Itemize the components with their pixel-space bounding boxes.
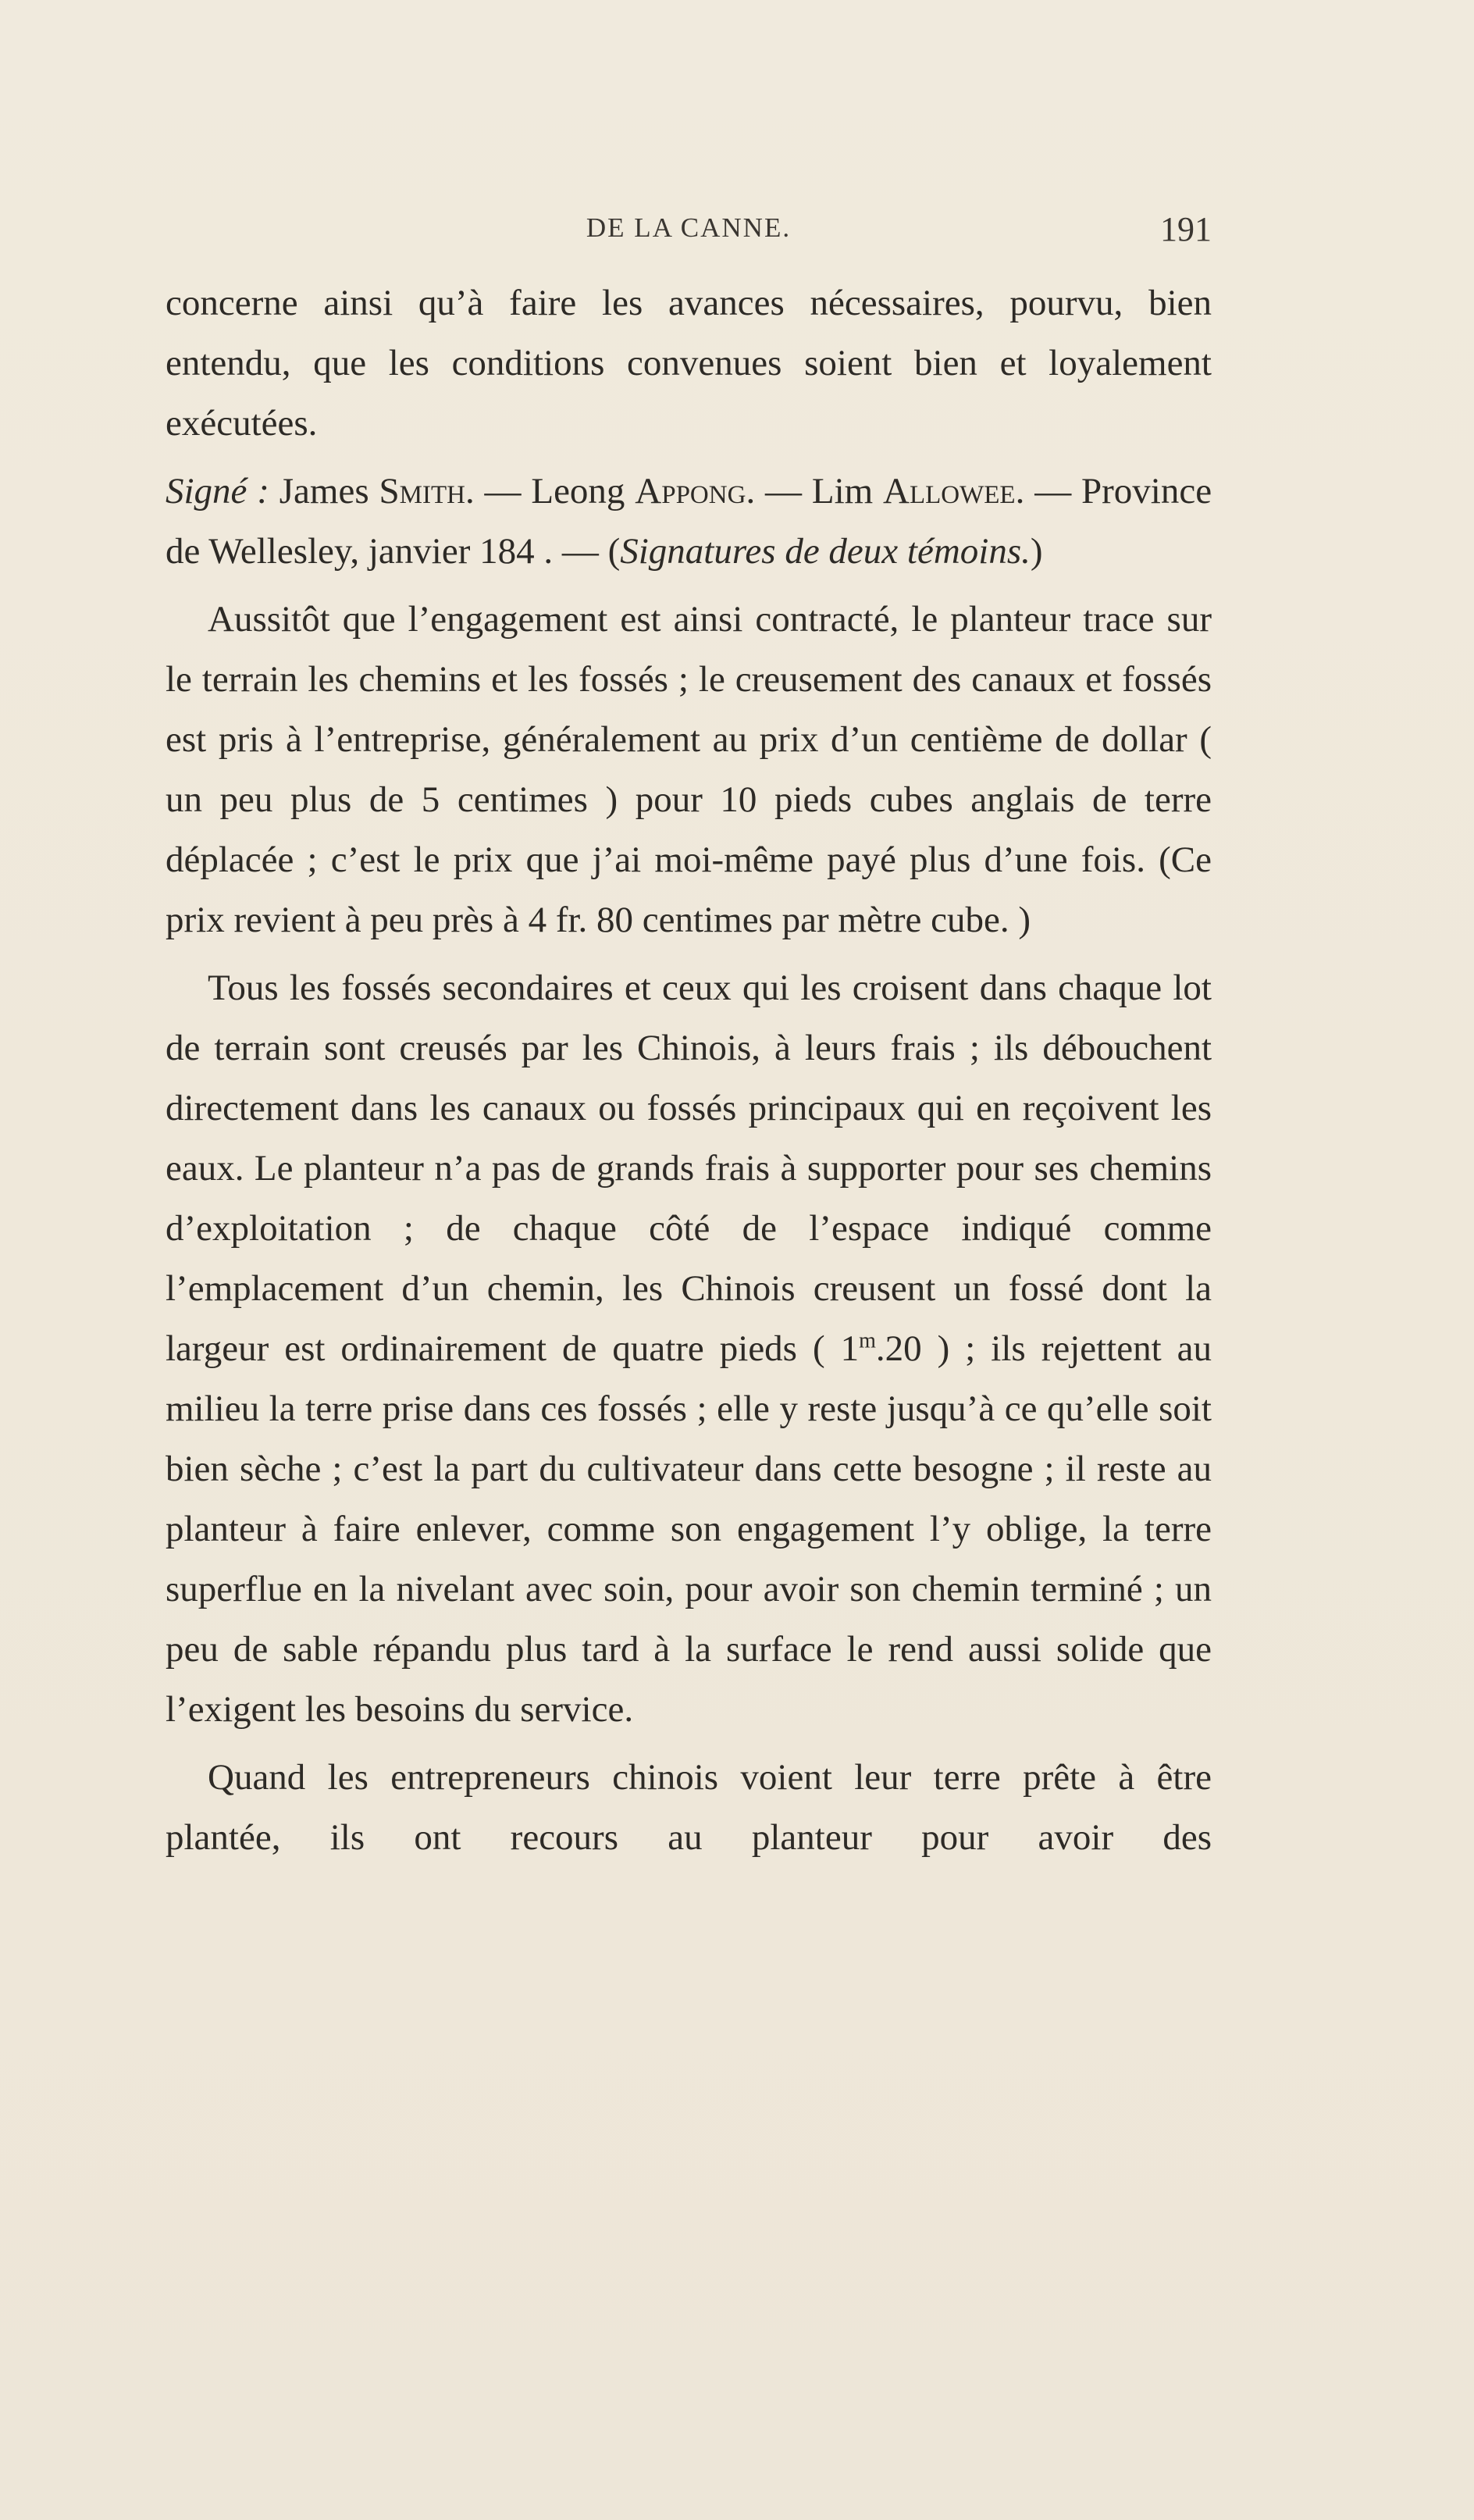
paragraph-fosses-text-a: Tous les fossés secondaires et ceux qui les croisent dans chaque lot de terrain sont creusés par les Chinois, à leurs frais ; ils débouchent directement dans les canaux ou fossés principaux qui en reçoivent les eaux. Le planteur n’a pas de grands frais à supporter pour ses chemins d’exploitation ; de chaque côté de l’espace indiqué comme l’emplacement d’un chemin, les Chinois creusent un fossé dont la largeur est ordinairement de quatre pieds ( 1 xyxy=(166,968,1212,1369)
paragraph-fosses xyxy=(166,958,1212,1740)
body-text xyxy=(166,273,1212,1876)
signatory-2-last: Appong xyxy=(635,471,746,511)
paragraph-engagement-text: Aussitôt que l’engagement est ainsi contracté, le planteur trace sur le terrain les chemins et les fossés ; le creusement des canaux et fossés est pris à l’entreprise, généralement au prix d’un centième de dollar ( un peu plus de 5 centimes ) pour 10 pieds cubes anglais de terre déplacée ; c’est le prix que j’ai moi-même payé plus d’une fois. (Ce prix revient à peu près à 4 fr. 80 centimes par mètre cube. ) xyxy=(166,599,1212,940)
paragraph-fosses-text-b: .20 ) ; ils rejettent au milieu la terre prise dans ces fossés ; elle y reste jusqu’à ce qu’elle soit bien sèche ; c’est la part du cultivateur dans cette besogne ; il reste au planteur à faire enlever, comme son engagement l’y oblige, la terre superflue en la nivelant avec soin, pour avoir son chemin terminé ; un peu de sable répandu plus tard à la surface le rend aussi solide que l’exigent les besoins du service. xyxy=(166,1328,1212,1730)
signatory-3-first: Lim xyxy=(811,471,874,511)
witness-note: Signatures de deux témoins. xyxy=(620,531,1031,572)
paragraph-continuation: concerne ainsi qu’à faire les avances nécessaires, pourvu, bien entendu, que les conditions convenues soient bien et loyalement exécutées. xyxy=(166,283,1212,444)
signature-paragraph: Signé : James Smith. — Leong Appong. — Lim Allowee. — Province de Wellesley, janvier 184 . — (Signatures de deux témoins.) xyxy=(166,471,1212,572)
witness-close: ) xyxy=(1030,531,1043,572)
running-title: DE LA CANNE. xyxy=(586,212,792,243)
signatory-1-first: James xyxy=(279,471,369,511)
paragraph-plantation xyxy=(166,1748,1212,1868)
signatory-3-last: Allowee xyxy=(883,471,1016,511)
page-number: 191 xyxy=(1160,210,1212,248)
place-and-date: — Province de Wellesley, janvier 184 . — ( xyxy=(166,471,1212,572)
signatory-2-first: Leong xyxy=(531,471,625,511)
unit-superscript: m xyxy=(859,1328,876,1353)
paragraph-engagement xyxy=(166,590,1212,950)
signe-label: Signé : xyxy=(166,471,269,511)
paragraph-plantation-text: Quand les entrepreneurs chinois voient leur terre prête à être plantée, ils ont recours au planteur pour avoir des xyxy=(166,1757,1212,1858)
signatory-1-last: Smith xyxy=(379,471,465,511)
running-head xyxy=(166,209,1212,248)
